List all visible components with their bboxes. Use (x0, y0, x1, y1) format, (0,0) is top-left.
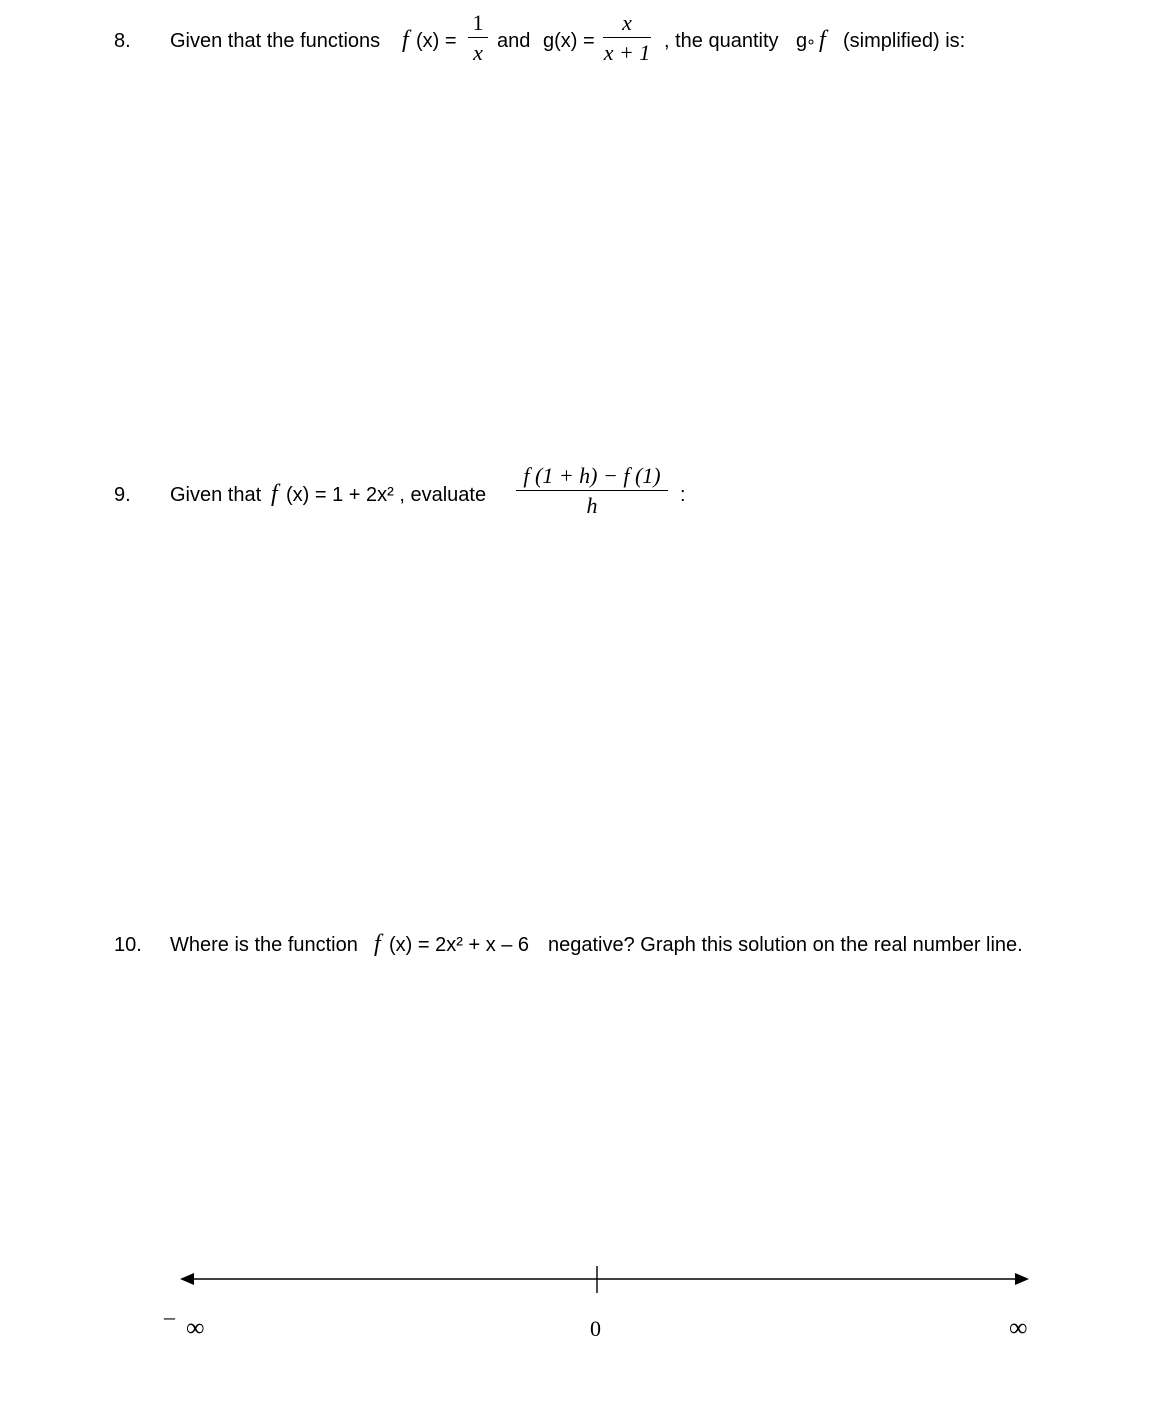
function-f-label: f (374, 931, 381, 957)
fraction-denominator: x (473, 40, 483, 65)
problem-text-suffix: : (680, 484, 686, 506)
problem-number: 10. (114, 934, 142, 956)
negative-infinity-label: ∞ (186, 1313, 205, 1342)
right-arrow-head (1015, 1273, 1029, 1285)
fraction-numerator: 1 (472, 10, 484, 35)
negative-sign: – (164, 1304, 175, 1329)
problem-number: 9. (114, 484, 131, 506)
problem-text-prefix: Given that (170, 484, 262, 506)
problem-text-suffix: negative? Graph this solution on the real number line. (548, 934, 1023, 956)
problem-text-prefix: Given that the functions (170, 30, 381, 52)
composition-g: g (796, 30, 808, 52)
fraction-numerator: x (622, 10, 632, 35)
fraction-denominator: h (586, 493, 598, 518)
fraction-numerator: f (1 + h) − f (1) (523, 463, 661, 488)
problem-text-suffix: , the quantity (664, 30, 779, 52)
function-f-label: f (271, 481, 278, 507)
zero-label: 0 (590, 1316, 601, 1341)
composition-f: f (819, 27, 826, 53)
function-expression: (x) = 1 + 2x² , evaluate (286, 484, 487, 506)
fraction-denominator: x + 1 (603, 40, 651, 65)
function-expression: (x) = 2x² + x – 6 (389, 934, 530, 956)
and-text: and (497, 30, 531, 52)
function-g-label: g(x) = (543, 30, 595, 52)
problem-number: 8. (114, 30, 131, 52)
function-f-arg: (x) = (416, 30, 457, 52)
problem-text-suffix: (simplified) is: (843, 30, 966, 52)
problem-text-prefix: Where is the function (170, 934, 358, 956)
positive-infinity-label: ∞ (1009, 1313, 1028, 1342)
composition-operator: ∘ (806, 34, 817, 51)
left-arrow-head (180, 1273, 194, 1285)
function-f-label: f (402, 27, 409, 53)
